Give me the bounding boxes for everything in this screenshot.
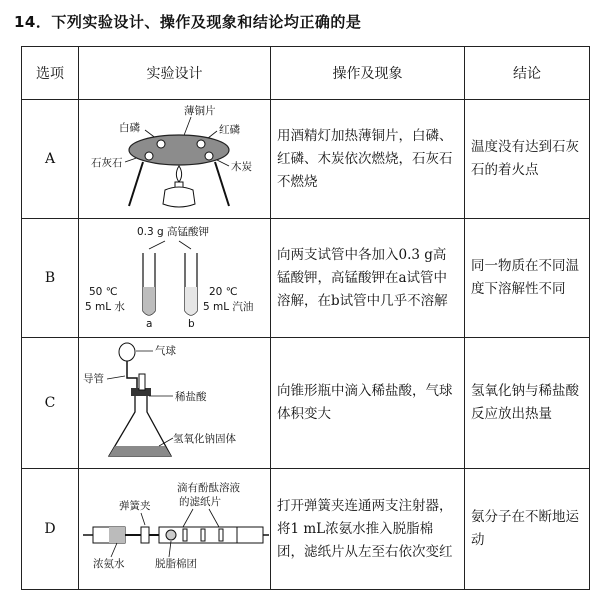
option-label: B [22, 219, 79, 338]
label-temp-a: 50 ℃ [89, 286, 118, 298]
conclusion-text: 温度没有达到石灰石的着火点 [465, 100, 590, 219]
table-row-b [22, 219, 590, 338]
diagram-copper-plate [79, 100, 271, 219]
label-tube-b: b [188, 318, 195, 330]
label-balloon: 气球 [155, 345, 176, 357]
conclusion-text: 氨分子在不断地运动 [465, 469, 590, 590]
cotton-ball-icon [166, 530, 176, 540]
label-temp-b: 20 ℃ [209, 286, 238, 298]
diagram-test-tubes [79, 219, 271, 338]
flame-icon [176, 166, 181, 182]
header-option: 选项 [22, 47, 79, 100]
label-filter-paper: 的滤纸片 [179, 496, 221, 508]
label-white-phosphorus: 白磷 [119, 122, 140, 134]
header-operation: 操作及现象 [271, 47, 465, 100]
question-title: 14．下列实验设计、操作及现象和结论均正确的是 [14, 13, 362, 31]
experiment-table [21, 46, 590, 590]
option-label: D [22, 469, 79, 590]
table-header-row [22, 47, 590, 100]
copper-sheet [129, 135, 229, 165]
operation-text: 打开弹簧夹连通两支注射器，将1 mL浓氨水推入脱脂棉团，滤纸片从左至右依次变红 [271, 469, 465, 590]
clip-icon [141, 527, 149, 543]
header-design: 实验设计 [79, 47, 271, 100]
operation-text: 向锥形瓶中滴入稀盐酸，气球体积变大 [271, 338, 465, 469]
conclusion-text: 同一物质在不同温度下溶解性不同 [465, 219, 590, 338]
label-charcoal: 木炭 [231, 161, 252, 173]
label-tube-a: a [146, 318, 153, 330]
label-red-phosphorus: 红磷 [219, 124, 240, 136]
option-label: A [22, 100, 79, 219]
copper-plate-apparatus [79, 100, 271, 218]
dropper-icon [139, 374, 145, 390]
test-tube-apparatus [79, 219, 271, 337]
table-row-a [22, 100, 590, 219]
label-water: 5 mL 水 [85, 301, 125, 313]
label-spring-clip: 弹簧夹 [119, 500, 151, 512]
diagram-syringes [79, 469, 271, 590]
label-sodium-hydroxide: 氢氧化钠固体 [173, 433, 236, 445]
label-hydrochloric-acid: 稀盐酸 [175, 391, 207, 403]
syringe-right [237, 527, 263, 543]
label-copper-sheet: 薄铜片 [184, 105, 216, 117]
label-phenolphthalein: 滴有酚酞溶液 [177, 482, 240, 494]
label-limestone: 石灰石 [91, 157, 123, 169]
label-gasoline: 5 mL 汽油 [203, 301, 254, 313]
operation-text: 用酒精灯加热薄铜片，白磷、红磷、木炭依次燃烧，石灰石不燃烧 [271, 100, 465, 219]
flask-apparatus [79, 338, 271, 468]
diagram-flask [79, 338, 271, 469]
option-label: C [22, 338, 79, 469]
label-tube: 导管 [83, 373, 104, 385]
table-row-c [22, 338, 590, 469]
label-cotton: 脱脂棉团 [155, 558, 197, 570]
syringe-apparatus [79, 469, 271, 589]
operation-text: 向两支试管中各加入0.3 g高锰酸钾，高锰酸钾在a试管中溶解，在b试管中几乎不溶解 [271, 219, 465, 338]
table-row-d [22, 469, 590, 590]
label-potassium-permanganate: 0.3 g 高锰酸钾 [137, 226, 210, 238]
header-conclusion: 结论 [465, 47, 590, 100]
conclusion-text: 氢氧化钠与稀盐酸反应放出热量 [465, 338, 590, 469]
label-ammonia: 浓氨水 [93, 558, 125, 570]
alcohol-lamp-icon [163, 187, 195, 207]
balloon-icon [119, 343, 135, 361]
